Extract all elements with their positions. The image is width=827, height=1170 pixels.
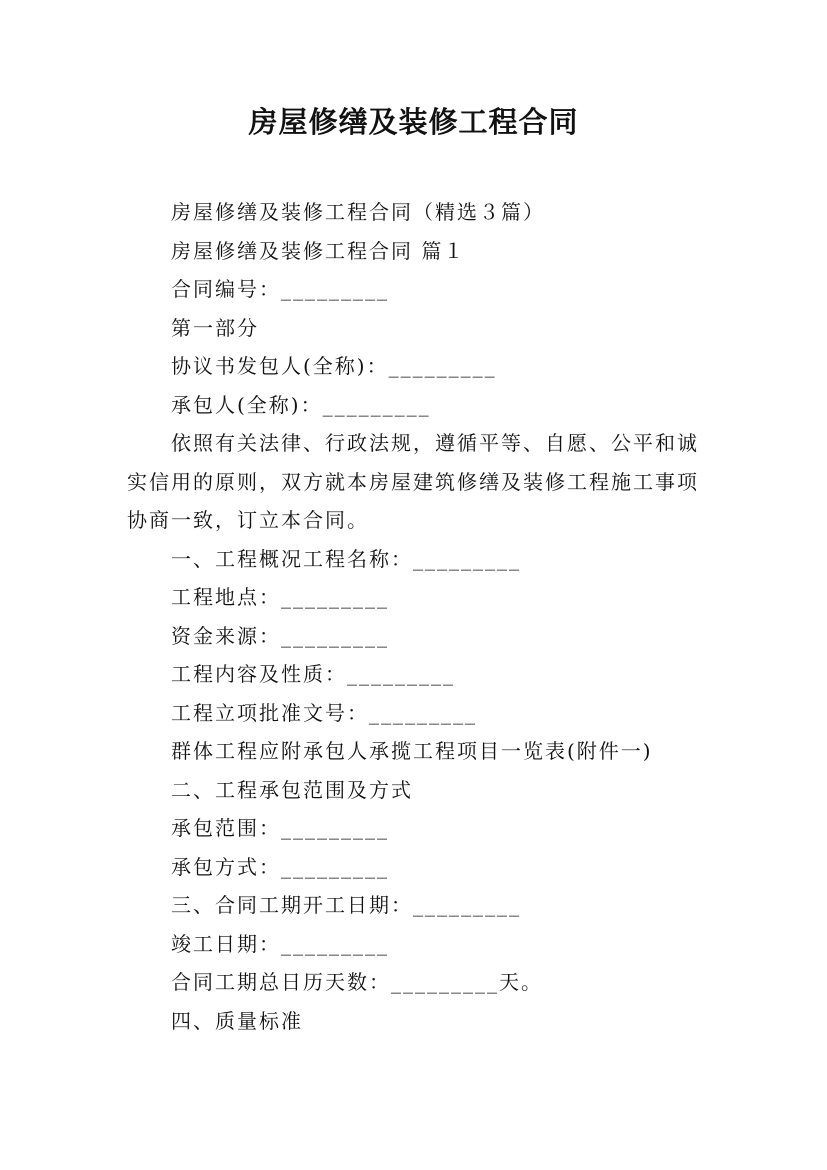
paragraph-contract-number: 合同编号：_________: [171, 277, 389, 301]
paragraph-article-heading: 房屋修缮及装修工程合同 篇１: [171, 238, 466, 263]
paragraph-method: 承包方式：_________: [171, 854, 389, 879]
paragraph-section-four: 四、质量标准: [171, 1008, 303, 1033]
paragraph-project-location: 工程地点：_________: [171, 585, 389, 609]
paragraph-part-one: 第一部分: [171, 315, 259, 340]
paragraph-scope: 承包范围：_________: [171, 816, 389, 840]
paragraph-project-content: 工程内容及性质：_________: [171, 662, 455, 686]
paragraph-completion-date: 竣工日期：_________: [171, 931, 389, 956]
paragraph-subtitle: 房屋修缮及装修工程合同（精选３篇）: [171, 200, 545, 224]
paragraph-total-days: 合同工期总日历天数：_________天。: [171, 970, 543, 994]
paragraph-group-project: 群体工程应附承包人承揽工程项目一览表(附件一): [171, 739, 653, 763]
document-title: 房屋修缮及装修工程合同: [248, 105, 579, 139]
paragraph-section-two: 二、工程承包范围及方式: [171, 777, 413, 802]
paragraph-funding-source: 资金来源：_________: [171, 623, 389, 648]
paragraph-preamble: 依照有关法律、行政法规，遵循平等、自愿、公平和诚实信用的原则，双方就本房屋建筑修缮及装修工程施工事项协商一致，订立本合同。: [127, 431, 699, 532]
paragraph-approval-number: 工程立项批准文号：_________: [171, 700, 477, 725]
paragraph-project-name: 一、工程概况工程名称：_________: [171, 546, 521, 571]
paragraph-start-date: 三、合同工期开工日期：_________: [171, 893, 521, 917]
document-body: [127, 193, 707, 1040]
paragraph-contractor: 承包人(全称)：_________: [171, 392, 431, 417]
paragraph-employer: 协议书发包人(全称)：_________: [171, 354, 497, 378]
